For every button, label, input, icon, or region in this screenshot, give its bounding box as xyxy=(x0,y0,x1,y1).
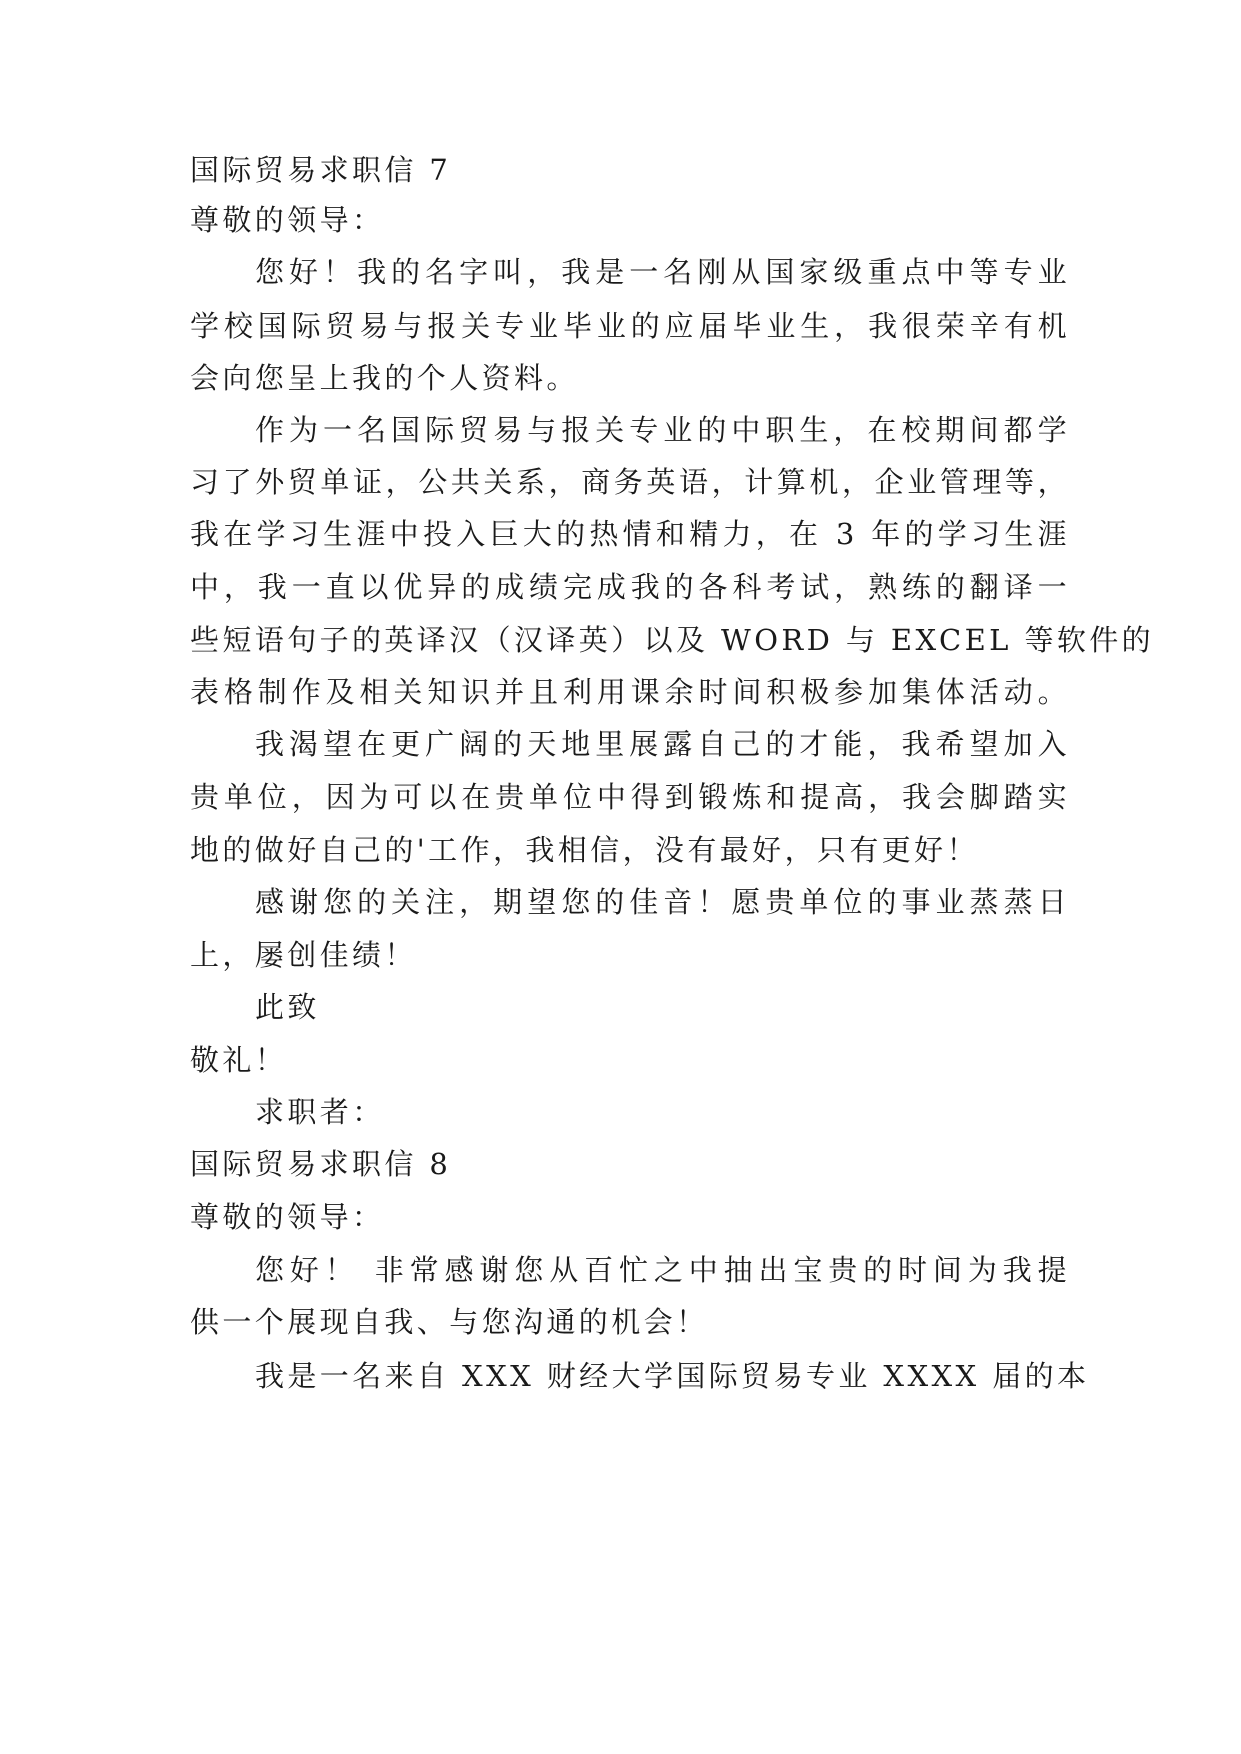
paragraph-line: 些短语句子的英译汉（汉译英）以及 WORD 与 EXCEL 等软件的 xyxy=(190,623,1155,657)
closing-salute: 敬礼！ xyxy=(190,1043,288,1077)
paragraph-line: 作为一名国际贸易与报关专业的中职生，在校期间都学 xyxy=(255,413,1070,447)
paragraph-line: 会向您呈上我的个人资料。 xyxy=(190,361,579,395)
paragraph-line: 表格制作及相关知识并且利用课余时间积极参加集体活动。 xyxy=(190,675,1070,709)
paragraph-line: 学校国际贸易与报关专业毕业的应届毕业生，我很荣辛有机 xyxy=(190,309,1070,343)
paragraph-line: 感谢您的关注，期望您的佳音！愿贵单位的事业蒸蒸日 xyxy=(255,885,1070,919)
paragraph-line: 上，屡创佳绩！ xyxy=(190,938,417,972)
letter-title: 国际贸易求职信 7 xyxy=(190,153,452,187)
paragraph-line: 您好！ 非常感谢您从百忙之中抽出宝贵的时间为我提 xyxy=(255,1253,1070,1287)
paragraph-line: 贵单位，因为可以在贵单位中得到锻炼和提高，我会脚踏实 xyxy=(190,780,1070,814)
paragraph-line: 我渴望在更广阔的天地里展露自己的才能，我希望加入 xyxy=(255,727,1070,761)
paragraph-line: 中，我一直以优异的成绩完成我的各科考试，熟练的翻译一 xyxy=(190,570,1070,604)
paragraph-line: 我是一名来自 XXX 财经大学国际贸易专业 XXXX 届的本 xyxy=(255,1359,1090,1393)
salutation: 尊敬的领导： xyxy=(190,203,385,237)
closing-line: 此致 xyxy=(255,990,320,1024)
paragraph-line: 供一个展现自我、与您沟通的机会！ xyxy=(190,1305,709,1339)
paragraph-line: 地的做好自己的'工作，我相信，没有最好，只有更好！ xyxy=(190,833,979,867)
signature-label: 求职者： xyxy=(255,1095,385,1129)
letter-title: 国际贸易求职信 8 xyxy=(190,1147,452,1181)
salutation: 尊敬的领导： xyxy=(190,1200,385,1234)
paragraph-line: 我在学习生涯中投入巨大的热情和精力，在 3 年的学习生涯 xyxy=(190,517,1070,551)
paragraph-line: 您好！我的名字叫，我是一名刚从国家级重点中等专业 xyxy=(255,255,1070,289)
paragraph-line: 习了外贸单证，公共关系，商务英语，计算机，企业管理等， xyxy=(190,465,1070,499)
